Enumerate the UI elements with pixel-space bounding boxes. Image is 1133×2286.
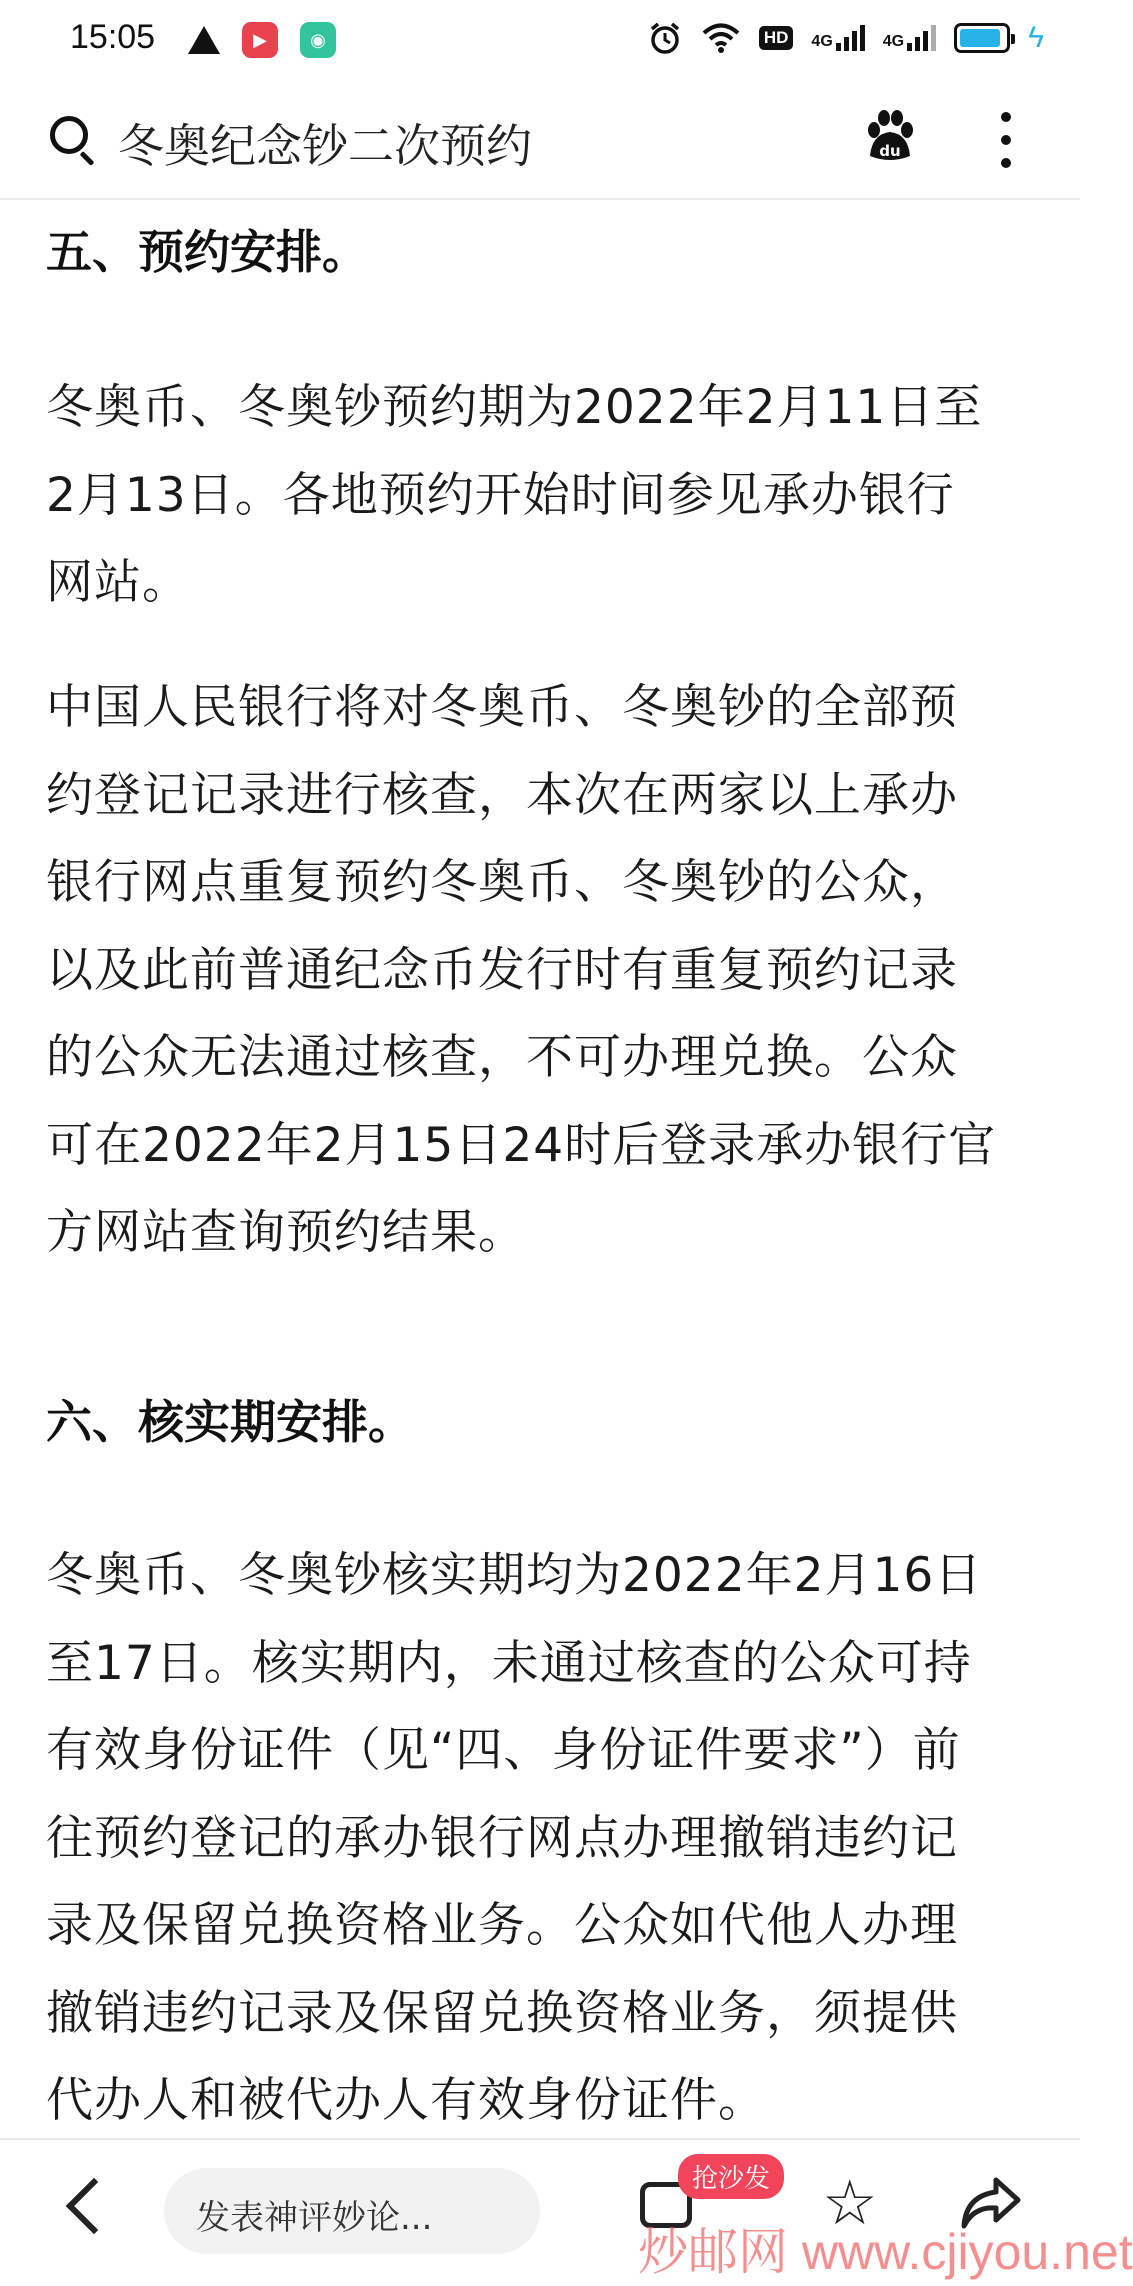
status-left-icons <box>188 22 336 58</box>
comment-input[interactable] <box>164 2168 540 2254</box>
battery-icon <box>954 23 1010 53</box>
network-label: 4G <box>882 33 905 50</box>
signal-4g-icon <box>883 25 936 51</box>
status-bar <box>0 0 1080 82</box>
svg-text:du: du <box>879 142 901 160</box>
favorite-star-icon[interactable]: ☆ <box>822 2166 878 2239</box>
baidu-paw-icon[interactable] <box>862 108 918 164</box>
charging-icon: ϟ <box>1028 21 1044 54</box>
signal-4g-icon <box>811 25 864 51</box>
more-menu-icon[interactable] <box>1000 112 1012 168</box>
warning-icon <box>188 26 220 54</box>
section-heading-6: 六、核实期安排。 <box>46 1395 414 1449</box>
sofa-badge[interactable]: 抢沙发 <box>678 2154 784 2199</box>
video-app-icon: ▶ <box>242 22 278 58</box>
search-bar[interactable] <box>0 82 1080 200</box>
comment-placeholder[interactable]: 发表神评妙论... <box>196 2198 433 2238</box>
hd-icon: HD <box>759 26 794 50</box>
chat-app-icon: ◉ <box>300 22 336 58</box>
search-icon[interactable] <box>50 116 88 154</box>
back-icon[interactable] <box>66 2178 123 2235</box>
watermark: 炒邮网 www.cjiyou.net <box>638 2224 1133 2280</box>
article-paragraph-2: 中国人民银行将对冬奥币、冬奥钞的全部预 约登记记录进行核查，本次在两家以上承办 银行网点重复预约冬奥币、冬奥钞的公众， 以及此前普通纪念币发行时有重复预约记录 的公众无法通过核查，不可办理兑换。公众 可在2022年2月15日24时后登录承办银行官 方网站查询预约结果。 <box>46 680 997 1260</box>
alarm-icon <box>647 20 683 56</box>
status-time: 15:05 <box>70 18 156 56</box>
article-paragraph-1: 冬奥币、冬奥钞预约期为2022年2月11日至 2月13日。各地预约开始时间参见承办银行 网站。 <box>46 380 983 610</box>
network-label: 4G <box>811 33 833 50</box>
wifi-icon <box>701 22 741 54</box>
article-paragraph-3: 冬奥币、冬奥钞核实期均为2022年2月16日 至17日。核实期内，未通过核查的公众可持 有效身份证件（见“四、身份证件要求”）前 往预约登记的承办银行网点办理撤销违约记 录及保留兑换资格业务。公众如代他人办理 撤销违约记录及保留兑换资格业务，须提供 代办人和被代办人有效身份证件。 <box>46 1548 983 2128</box>
status-right-icons <box>647 20 1044 56</box>
search-query[interactable]: 冬奥纪念钞二次预约 <box>118 119 532 173</box>
section-heading-5: 五、预约安排。 <box>46 225 368 279</box>
